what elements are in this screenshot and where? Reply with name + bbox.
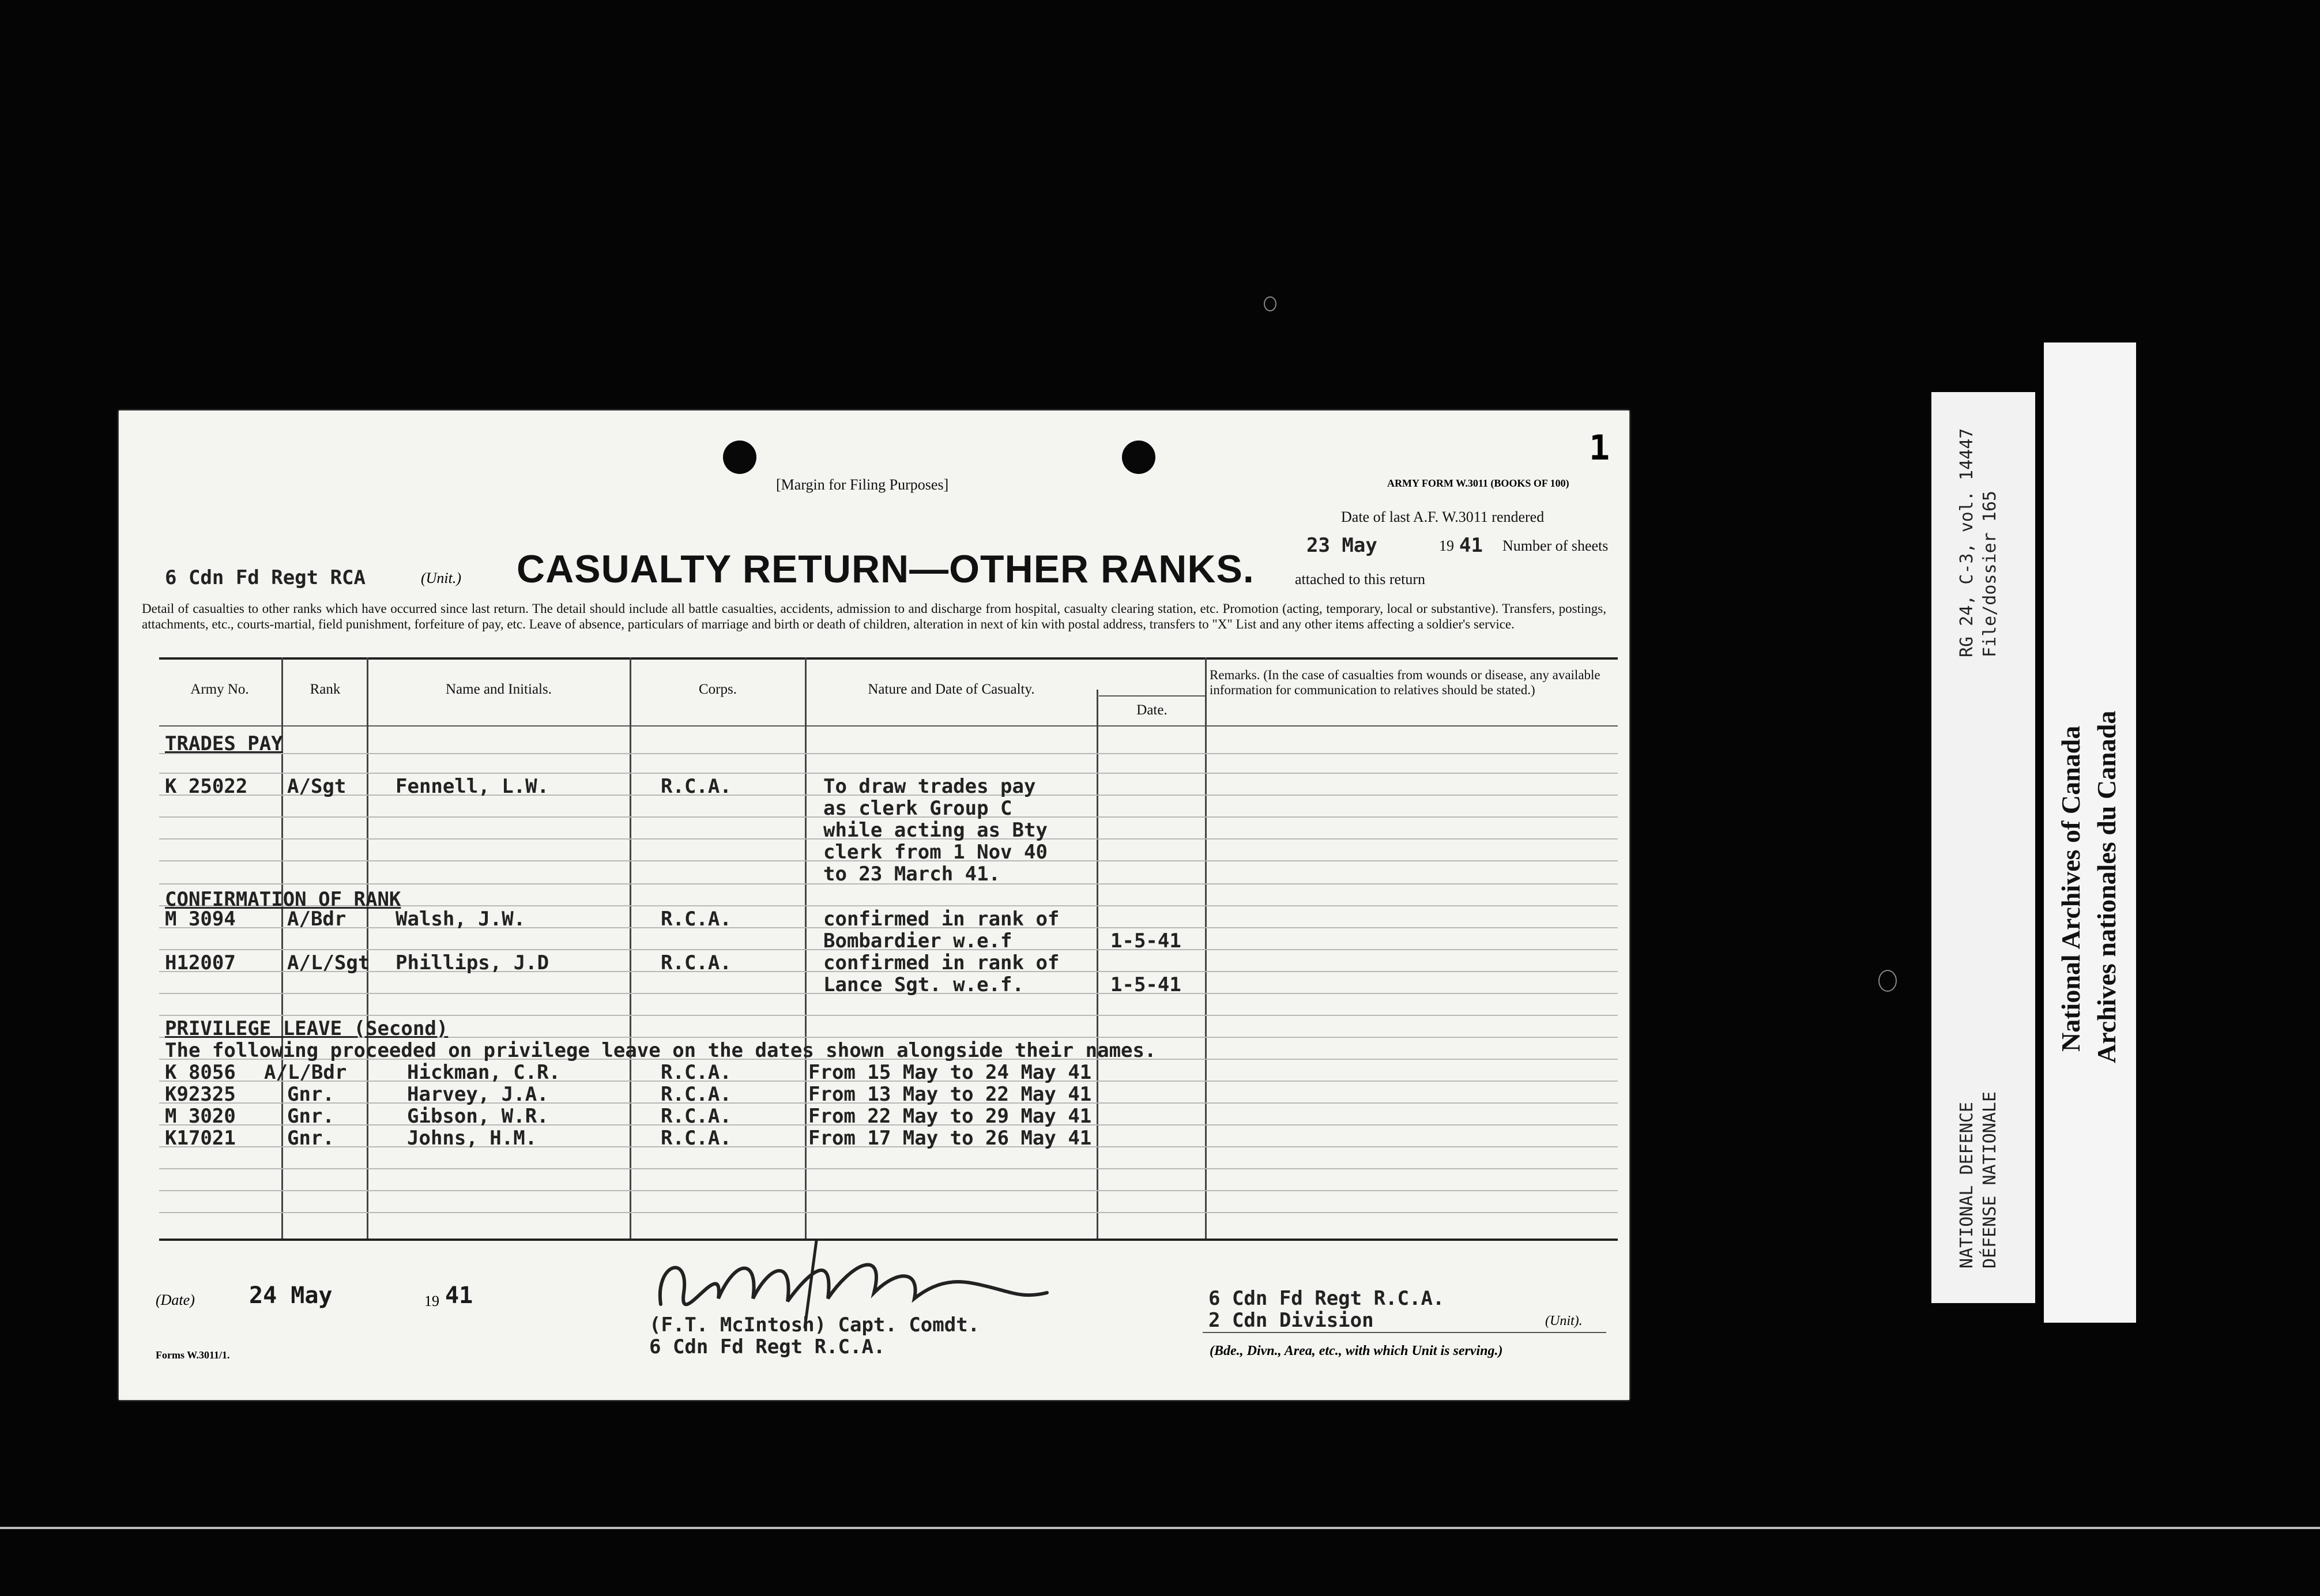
entry-army-no: K17021 bbox=[165, 1127, 236, 1150]
entry-nature-line: confirmed in rank of bbox=[823, 951, 1060, 974]
instructions: Detail of casualties to other ranks which have occurred since last return. The detail should include all battle casualties, accidents, admission to and discharge from hospital, casualty clearing station, etc. Promotion (acting, temporary, local or substantive). Transfers, postings, attachments, etc., courts-martial, field punishment, forfeiture of pay, etc. Leave of absence, particulars of marriage and birth or death of children, alteration in next of kin with postal address, transfers to "X" List and any other items affecting a soldier's service. bbox=[142, 601, 1606, 631]
forms-number: Forms W.3011/1. bbox=[156, 1349, 230, 1361]
entry-corps: R.C.A. bbox=[661, 1083, 732, 1106]
column-header-remarks: Remarks. (In the case of casualties from wounds or disease, any available information for communication to relatives should be stated.) bbox=[1210, 668, 1600, 697]
entry-name: Walsh, J.W. bbox=[396, 908, 526, 931]
section-heading-trades-pay: TRADES PAY bbox=[165, 732, 283, 755]
entry-leave-period: From 13 May to 22 May 41 bbox=[808, 1083, 1092, 1106]
archives-name-fr: Archives nationales du Canada bbox=[2092, 710, 2121, 1063]
bde-note: (Bde., Divn., Area, etc., with which Unit is serving.) bbox=[1210, 1343, 1503, 1358]
entry-rank: A/Sgt bbox=[287, 775, 347, 798]
entry-name: Hickman, C.R. bbox=[407, 1061, 561, 1084]
entry-army-no: M 3020 bbox=[165, 1105, 236, 1128]
entry-army-no: K 8056 bbox=[165, 1061, 236, 1084]
scan-speck bbox=[1264, 296, 1276, 311]
department-en: NATIONAL DEFENCE bbox=[1957, 1102, 1977, 1268]
entry-rank: A/L/Bdr bbox=[264, 1061, 347, 1084]
signer-name: (F.T. McIntosh) Capt. Comdt. bbox=[649, 1313, 980, 1337]
year-prefix: 19 bbox=[1439, 537, 1454, 554]
column-header-nature: Nature and Date of Casualty. bbox=[868, 682, 1035, 697]
signer-unit: 6 Cdn Fd Regt R.C.A. bbox=[649, 1335, 886, 1358]
entry-nature-line: as clerk Group C bbox=[823, 797, 1012, 820]
column-header-corps: Corps. bbox=[699, 682, 737, 697]
entry-name: Johns, H.M. bbox=[407, 1127, 537, 1150]
army-form-number: ARMY FORM W.3011 (BOOKS OF 100) bbox=[1387, 477, 1569, 489]
footer-year-value: 41 bbox=[445, 1282, 473, 1309]
entry-corps: R.C.A. bbox=[661, 1127, 732, 1150]
margin-note: [Margin for Filing Purposes] bbox=[776, 476, 949, 493]
entry-army-no: M 3094 bbox=[165, 908, 236, 931]
reference-volume: RG 24, C-3, vol. 14447 bbox=[1957, 428, 1977, 657]
casualty-return-form bbox=[119, 411, 1629, 1400]
punch-hole bbox=[1122, 441, 1155, 474]
punch-hole bbox=[723, 441, 756, 474]
entry-rank: A/Bdr bbox=[287, 908, 347, 931]
reference-label bbox=[1931, 392, 2035, 1303]
entry-nature-line: clerk from 1 Nov 40 bbox=[823, 841, 1048, 864]
reference-file: File/dossier 165 bbox=[1980, 491, 2000, 657]
footer-date-value: 24 May bbox=[249, 1282, 333, 1309]
footer-unit-label: (Unit). bbox=[1545, 1313, 1583, 1328]
footer-unit-line-1: 6 Cdn Fd Regt R.C.A. bbox=[1208, 1287, 1445, 1310]
footer-unit-line-2: 2 Cdn Division bbox=[1208, 1309, 1374, 1332]
form-title: CASUALTY RETURN—OTHER RANKS. bbox=[517, 547, 1255, 591]
date-last-rendered-label: Date of last A.F. W.3011 rendered bbox=[1341, 509, 1545, 525]
entry-rank: A/L/Sgt bbox=[287, 951, 370, 974]
entry-nature-line: to 23 March 41. bbox=[823, 863, 1001, 886]
entry-nature-line: Bombardier w.e.f bbox=[823, 929, 1012, 953]
entry-date: 1-5-41 bbox=[1110, 973, 1181, 996]
year-value: 41 bbox=[1459, 534, 1483, 557]
entry-nature-line: confirmed in rank of bbox=[823, 908, 1060, 931]
column-header-name: Name and Initials. bbox=[446, 682, 552, 697]
column-header-army-no: Army No. bbox=[190, 682, 249, 697]
entry-corps: R.C.A. bbox=[661, 775, 732, 798]
entry-corps: R.C.A. bbox=[661, 1061, 732, 1084]
entry-corps: R.C.A. bbox=[661, 951, 732, 974]
archives-name-en: National Archives of Canada bbox=[2056, 725, 2085, 1052]
entry-corps: R.C.A. bbox=[661, 1105, 732, 1128]
sheet-mark: 1 bbox=[1589, 428, 1610, 468]
unit-label: (Unit.) bbox=[421, 570, 462, 586]
column-header-date: Date. bbox=[1136, 702, 1167, 718]
entry-army-no: K 25022 bbox=[165, 775, 248, 798]
footer-date-label: (Date) bbox=[156, 1292, 195, 1308]
entry-name: Phillips, J.D bbox=[396, 951, 549, 974]
entry-name: Fennell, L.W. bbox=[396, 775, 549, 798]
scan-baseline bbox=[0, 1527, 2320, 1529]
entry-army-no: H12007 bbox=[165, 951, 236, 974]
entry-army-no: K92325 bbox=[165, 1083, 236, 1106]
entry-rank: Gnr. bbox=[287, 1083, 334, 1106]
leave-note: The following proceeded on privilege leave on the dates shown alongside their names. bbox=[165, 1039, 1157, 1062]
entry-nature-line: Lance Sgt. w.e.f. bbox=[823, 973, 1024, 996]
column-header-rank: Rank bbox=[310, 682, 341, 697]
attached-label: attached to this return bbox=[1295, 571, 1425, 588]
unit-value: 6 Cdn Fd Regt RCA bbox=[165, 566, 366, 589]
entry-name: Gibson, W.R. bbox=[407, 1105, 549, 1128]
scan-speck bbox=[1878, 970, 1897, 992]
entry-leave-period: From 17 May to 26 May 41 bbox=[808, 1127, 1092, 1150]
date-last-rendered-value: 23 May bbox=[1306, 534, 1377, 557]
entry-nature-line: while acting as Bty bbox=[823, 819, 1048, 842]
section-heading-confirmation: CONFIRMATION OF RANK bbox=[165, 888, 401, 911]
entry-rank: Gnr. bbox=[287, 1105, 334, 1128]
entry-rank: Gnr. bbox=[287, 1127, 334, 1150]
footer-year-prefix: 19 bbox=[424, 1293, 439, 1309]
section-heading-privilege-leave: PRIVILEGE LEAVE (Second) bbox=[165, 1017, 449, 1040]
entry-date: 1-5-41 bbox=[1110, 929, 1181, 953]
entry-name: Harvey, J.A. bbox=[407, 1083, 549, 1106]
department-fr: DÉFENSE NATIONALE bbox=[1980, 1091, 2000, 1268]
entry-nature-line: To draw trades pay bbox=[823, 775, 1036, 798]
archives-label bbox=[2044, 342, 2136, 1323]
entry-leave-period: From 15 May to 24 May 41 bbox=[808, 1061, 1092, 1084]
entry-corps: R.C.A. bbox=[661, 908, 732, 931]
number-of-sheets-label: Number of sheets bbox=[1502, 537, 1609, 554]
entry-leave-period: From 22 May to 29 May 41 bbox=[808, 1105, 1092, 1128]
